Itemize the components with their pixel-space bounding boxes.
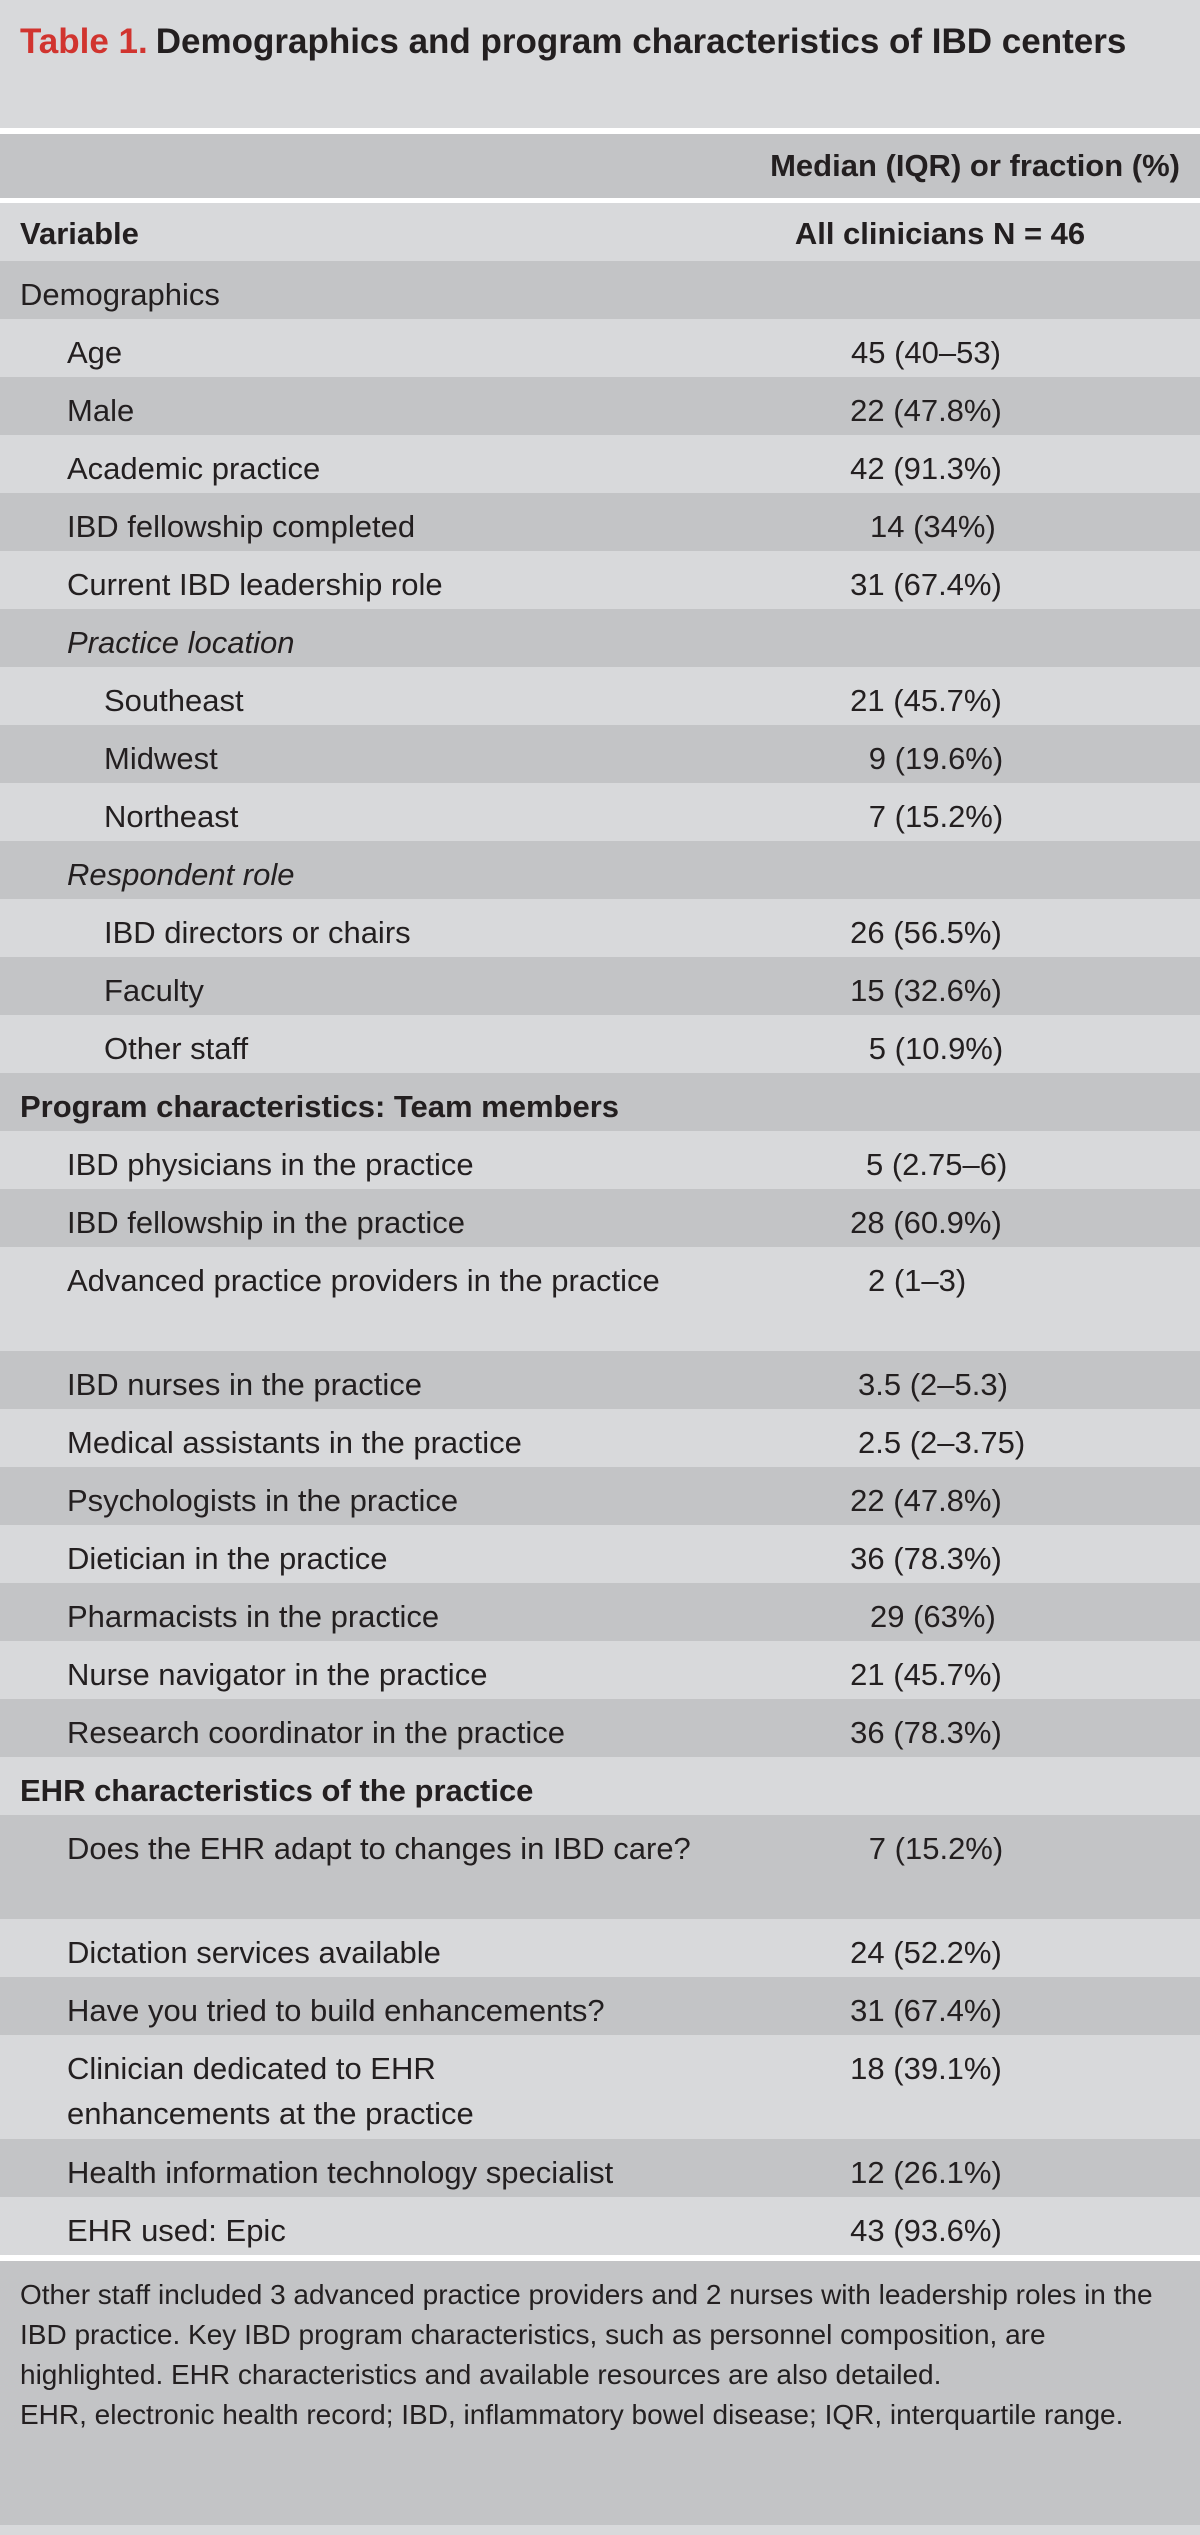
row-label: Current IBD leadership role xyxy=(67,567,443,602)
abbreviations-text: EHR, electronic health record; IBD, inflammatory bowel disease; IQR, interquartile range. xyxy=(20,2399,1124,2430)
row-label: Advanced practice providers in the practice xyxy=(67,1263,660,1298)
variable-column-header: Variable xyxy=(20,216,139,251)
row-value: 12 (26.1%) xyxy=(850,2155,1002,2190)
row-value: 22 (47.8%) xyxy=(850,393,1002,428)
row-label: Practice location xyxy=(67,625,295,660)
row-label: Pharmacists in the practice xyxy=(67,1599,440,1634)
table-row xyxy=(0,377,1200,435)
table-row xyxy=(0,493,1200,551)
table-title-text: Demographics and program characteristics of IBD centers xyxy=(155,22,1127,61)
table-row xyxy=(0,2197,1200,2255)
row-label: IBD physicians in the practice xyxy=(67,1147,474,1182)
table-row xyxy=(0,435,1200,493)
row-label: Demographics xyxy=(20,277,220,312)
table-row xyxy=(0,957,1200,1015)
row-value: 42 (91.3%) xyxy=(850,451,1002,486)
row-label: IBD directors or chairs xyxy=(104,915,411,950)
row-label: Faculty xyxy=(104,973,204,1008)
row-value: 43 (93.6%) xyxy=(850,2213,1002,2248)
row-value: 29 (63%) xyxy=(870,1599,996,1634)
row-label: Nurse navigator in the practice xyxy=(67,1657,488,1692)
value-column-header: Median (IQR) or fraction (%) xyxy=(770,148,1180,183)
table-row xyxy=(0,1015,1200,1073)
row-value: 21 (45.7%) xyxy=(850,683,1002,718)
row-label: IBD fellowship completed xyxy=(67,509,416,544)
row-value: 18 (39.1%) xyxy=(850,2051,1002,2086)
row-label: Program characteristics: Team members xyxy=(20,1089,620,1124)
table-row xyxy=(0,783,1200,841)
table-row xyxy=(0,725,1200,783)
table-row xyxy=(0,1977,1200,2035)
row-value: 22 (47.8%) xyxy=(850,1483,1002,1518)
row-label: Does the EHR adapt to changes in IBD care? xyxy=(67,1831,691,1866)
row-label: Clinician dedicated to EHR enhancements at the practice xyxy=(67,2051,474,2131)
table-row xyxy=(0,609,1200,667)
row-label: IBD nurses in the practice xyxy=(67,1367,422,1402)
table-row xyxy=(0,1073,1200,1131)
table-row xyxy=(0,1815,1200,1919)
row-value: 7 (15.2%) xyxy=(868,1831,1004,1866)
row-label: Medical assistants in the practice xyxy=(67,1425,522,1460)
table-row xyxy=(0,899,1200,957)
clinicians-column-header: All clinicians N = 46 xyxy=(794,216,1086,251)
row-label: Have you tried to build enhancements? xyxy=(67,1993,605,2028)
row-label: Northeast xyxy=(104,799,239,834)
row-label: Academic practice xyxy=(67,451,321,486)
table-row xyxy=(0,841,1200,899)
row-label: Midwest xyxy=(104,741,218,776)
row-label: Male xyxy=(67,393,135,428)
row-label: Dictation services available xyxy=(67,1935,441,1970)
row-value: 28 (60.9%) xyxy=(850,1205,1002,1240)
table-row xyxy=(0,1189,1200,1247)
table-row xyxy=(0,667,1200,725)
row-label: IBD fellowship in the practice xyxy=(67,1205,466,1240)
table-row xyxy=(0,1641,1200,1699)
row-value: 7 (15.2%) xyxy=(868,799,1004,834)
row-value: 14 (34%) xyxy=(870,509,996,544)
table-row xyxy=(0,1525,1200,1583)
row-value: 5 (2.75–6) xyxy=(866,1147,1008,1182)
row-label: Age xyxy=(67,335,123,370)
row-value: 24 (52.2%) xyxy=(850,1935,1002,1970)
table-row xyxy=(0,551,1200,609)
row-value: 9 (19.6%) xyxy=(868,741,1004,776)
row-label: Other staff xyxy=(104,1031,249,1066)
table-row xyxy=(0,261,1200,319)
row-value: 15 (32.6%) xyxy=(850,973,1002,1008)
table-row xyxy=(0,2035,1200,2139)
table-row xyxy=(0,1247,1200,1351)
row-value: 26 (56.5%) xyxy=(850,915,1002,950)
row-value: 36 (78.3%) xyxy=(850,1541,1002,1576)
row-label: Respondent role xyxy=(67,857,295,892)
table-title xyxy=(0,0,1200,128)
footnote-text: Other staff included 3 advanced practice providers and 2 nurses with leadership roles in the IBD practice. Key IBD program characteristics, such as personnel composition, are highlighted. EHR characteristics and available resources are also detailed. xyxy=(20,2279,1153,2390)
table-number: Table 1. xyxy=(20,22,148,61)
row-value: 31 (67.4%) xyxy=(850,1993,1002,2028)
table-row xyxy=(0,1919,1200,1977)
row-label: Southeast xyxy=(104,683,244,718)
row-label: EHR used: Epic xyxy=(67,2213,286,2248)
table-row xyxy=(0,1351,1200,1409)
column-header-top xyxy=(0,134,1200,198)
table-row xyxy=(0,1467,1200,1525)
table-row xyxy=(0,1699,1200,1757)
table-row xyxy=(0,1583,1200,1641)
row-value: 31 (67.4%) xyxy=(850,567,1002,602)
row-label: Dietician in the practice xyxy=(67,1541,388,1576)
row-value: 36 (78.3%) xyxy=(850,1715,1002,1750)
table-row xyxy=(0,1409,1200,1467)
row-label: EHR characteristics of the practice xyxy=(20,1773,534,1808)
row-label: Psychologists in the practice xyxy=(67,1483,459,1518)
row-value: 45 (40–53) xyxy=(851,335,1001,370)
table-row xyxy=(0,1131,1200,1189)
row-value: 2.5 (2–3.75) xyxy=(858,1425,1026,1460)
row-value: 5 (10.9%) xyxy=(868,1031,1004,1066)
table-row xyxy=(0,2139,1200,2197)
row-value: 2 (1–3) xyxy=(868,1263,967,1298)
row-label: Health information technology specialist xyxy=(67,2155,614,2190)
row-label: Research coordinator in the practice xyxy=(67,1715,565,1750)
row-value: 21 (45.7%) xyxy=(850,1657,1002,1692)
table-footnotes xyxy=(0,2261,1200,2525)
row-value: 3.5 (2–5.3) xyxy=(858,1367,1008,1402)
table-row xyxy=(0,1757,1200,1815)
table-row xyxy=(0,319,1200,377)
column-header-row xyxy=(0,203,1200,261)
